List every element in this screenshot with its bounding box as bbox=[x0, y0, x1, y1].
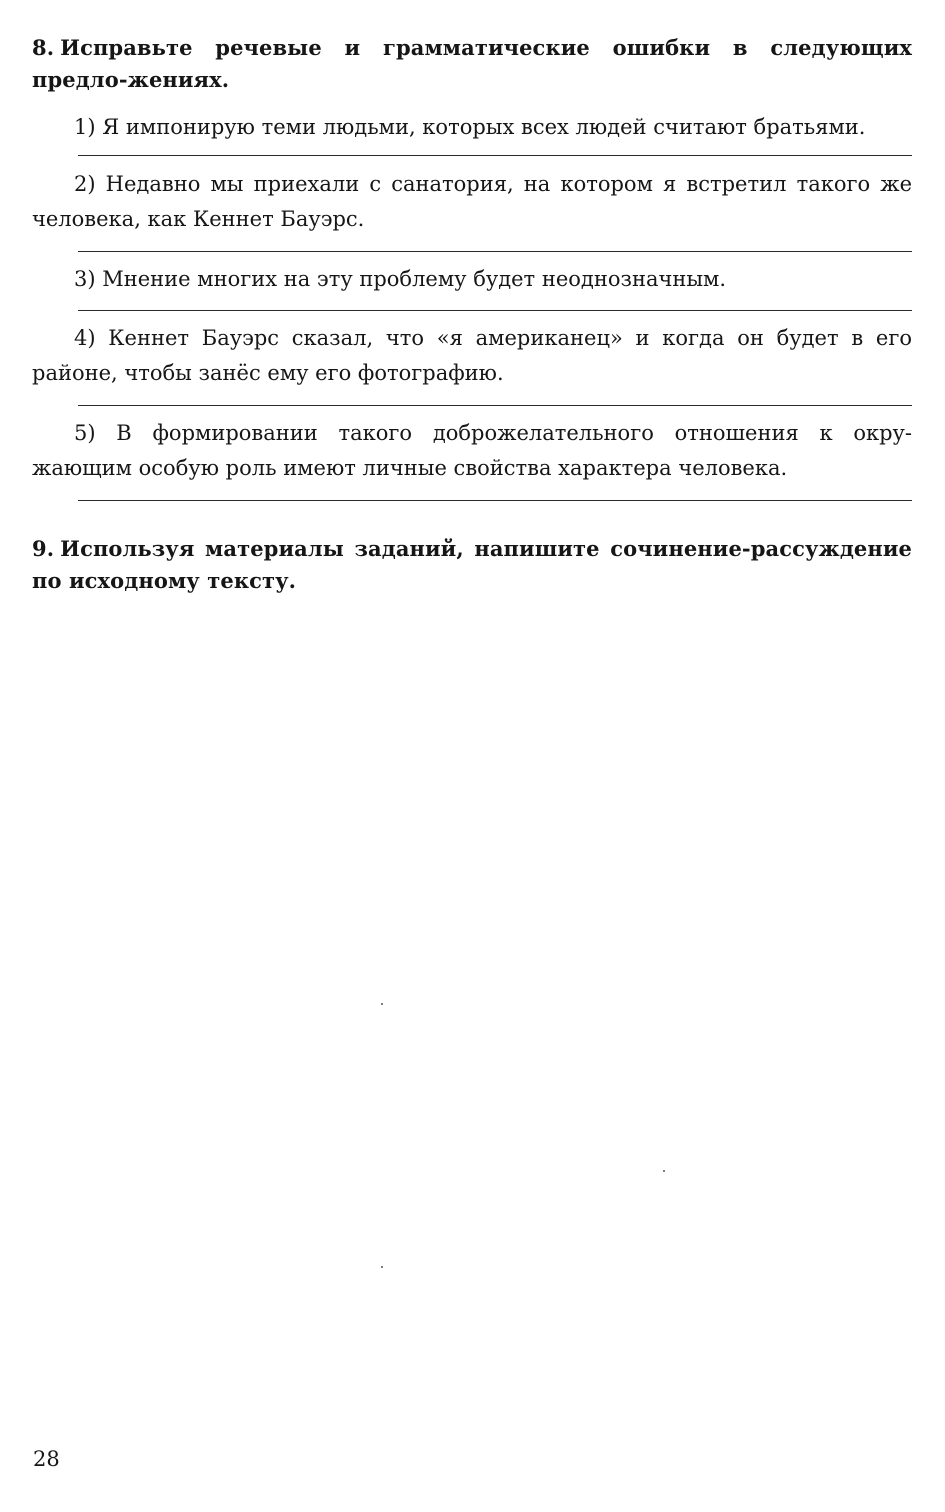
task-8-item-1: 1) Я импонирую теми людьми, которых всех людей считают братьями. bbox=[74, 115, 866, 139]
task-8-item-3: 3) Мнение многих на эту проблему будет неоднозначным. bbox=[74, 267, 727, 291]
scan-speck bbox=[381, 1266, 383, 1268]
task-8-item-2: 2) Недавно мы приехали с санатория, на котором я встретил такого же человека, как Кеннет Бауэрс. bbox=[32, 172, 912, 231]
answer-line-1[interactable] bbox=[78, 155, 912, 156]
answer-line-5[interactable] bbox=[78, 500, 912, 501]
task-8-title: Исправьте речевые и грамматические ошибки в следующих предло-жениях. bbox=[32, 35, 912, 92]
worksheet-page bbox=[32, 32, 912, 597]
task-8-number: 8. bbox=[32, 35, 55, 60]
task-9-number: 9. bbox=[32, 536, 55, 561]
scan-speck bbox=[663, 1170, 665, 1172]
task-8-heading bbox=[32, 32, 912, 96]
task-8-item-4: 4) Кеннет Бауэрс сказал, что «я американец» и когда он будет в его районе, чтобы занёс ему его фотографию. bbox=[32, 326, 912, 385]
scan-speck bbox=[381, 1003, 383, 1005]
answer-line-4[interactable] bbox=[78, 405, 912, 406]
task-9-heading bbox=[32, 533, 912, 597]
answer-line-2[interactable] bbox=[78, 251, 912, 252]
task-8-item-5: 5) В формировании такого доброжелательного отношения к окру-жающим особую роль имеют личные свойства характера человека. bbox=[32, 421, 912, 480]
task-9-title: Используя материалы заданий, напишите сочинение-рассуждение по исходному тексту. bbox=[32, 536, 912, 593]
page-number: 28 bbox=[33, 1447, 60, 1471]
answer-line-3[interactable] bbox=[78, 310, 912, 311]
